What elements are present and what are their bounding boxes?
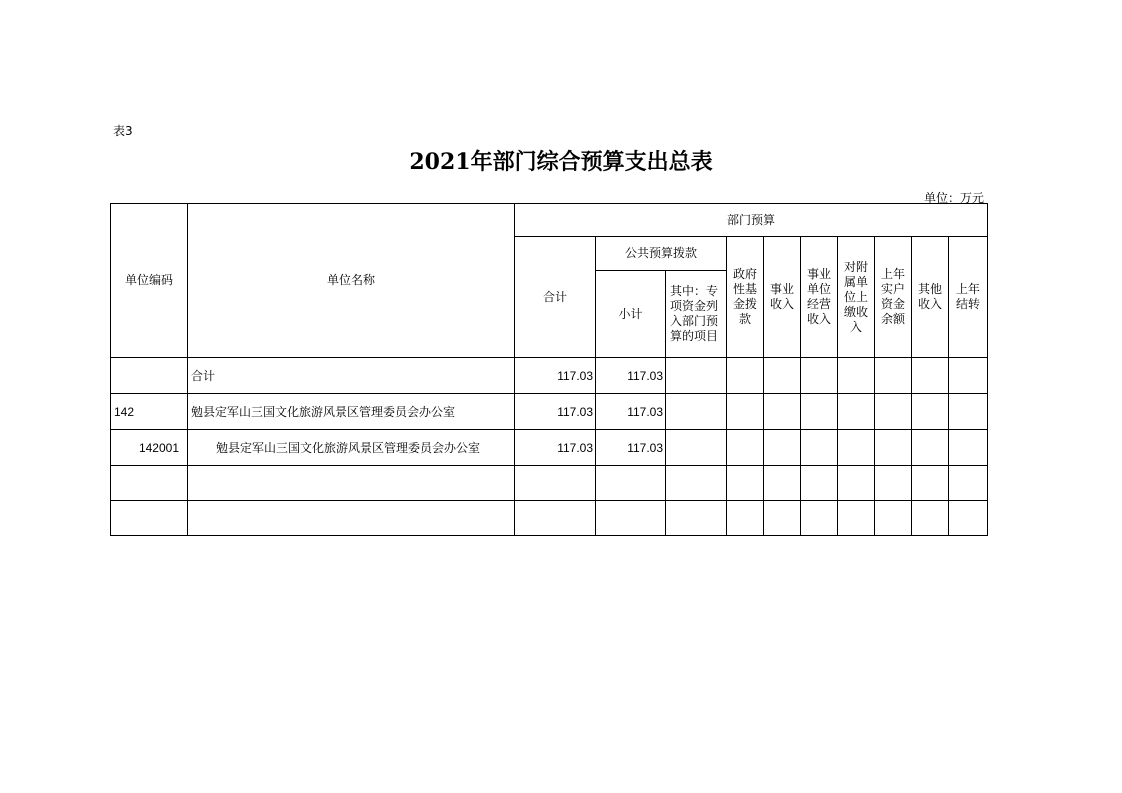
- row-code: 142001: [111, 430, 188, 466]
- row-code: [111, 358, 188, 394]
- row-name: 合计: [188, 358, 515, 394]
- header-gov-fund: 政府性基金拨款: [727, 237, 764, 358]
- header-dept-budget: 部门预算: [515, 204, 988, 237]
- header-special-funds: 其中：专项资金列入部门预算的项目: [666, 271, 727, 358]
- page-title: 2021年部门综合预算支出总表: [409, 149, 713, 175]
- row-total: 117.03: [515, 430, 596, 466]
- row-total: 117.03: [515, 394, 596, 430]
- unit-label: 单位：万元: [923, 191, 984, 205]
- header-other-income: 其他收入: [912, 237, 949, 358]
- table-row: [111, 394, 988, 430]
- budget-table: [110, 203, 988, 536]
- row-name: 勉县定军山三国文化旅游风景区管理委员会办公室: [188, 394, 515, 430]
- table-row: [111, 430, 988, 466]
- header-unit-name: 单位名称: [188, 204, 515, 358]
- sheet-label: 表3: [113, 124, 133, 138]
- header-business-income: 事业收入: [764, 237, 801, 358]
- header-unit-code: 单位编码: [111, 204, 188, 358]
- table-row-empty: [111, 501, 988, 536]
- header-prior-carryover: 上年结转: [949, 237, 988, 358]
- row-code: 142: [111, 394, 188, 430]
- table-row: [111, 358, 988, 394]
- row-subtotal: 117.03: [596, 430, 666, 466]
- row-total: 117.03: [515, 358, 596, 394]
- header-subtotal: 小计: [596, 271, 666, 358]
- header-subsidiary-income: 对附属单位上缴收入: [838, 237, 875, 358]
- table-row-empty: [111, 466, 988, 501]
- row-name: 勉县定军山三国文化旅游风景区管理委员会办公室: [188, 430, 515, 466]
- header-business-unit-income: 事业单位经营收入: [801, 237, 838, 358]
- header-total: 合计: [515, 237, 596, 358]
- row-subtotal: 117.03: [596, 394, 666, 430]
- header-prior-balance: 上年实户资金余额: [875, 237, 912, 358]
- row-subtotal: 117.03: [596, 358, 666, 394]
- header-public-budget: 公共预算拨款: [596, 237, 727, 271]
